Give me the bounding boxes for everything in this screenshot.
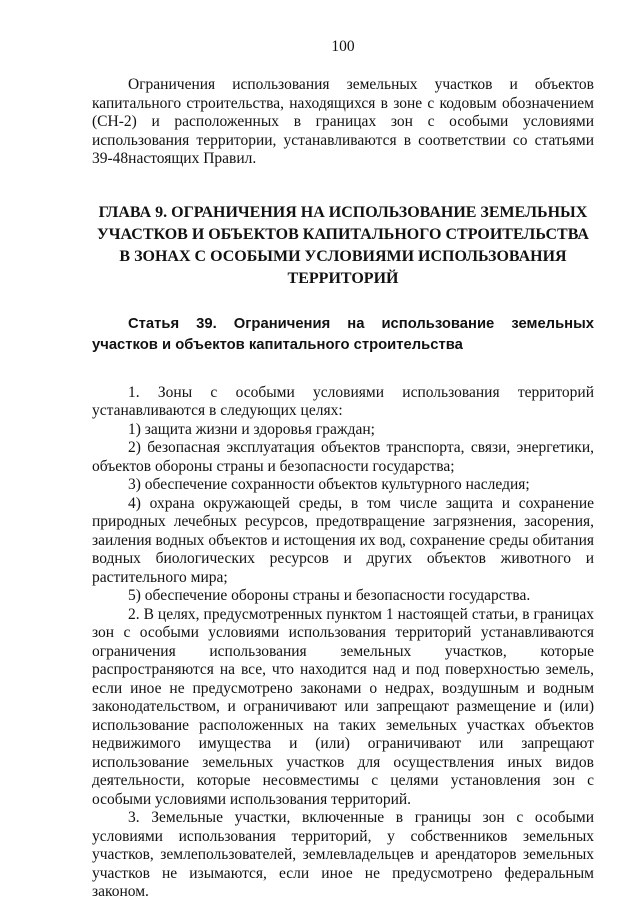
paragraph-3: 3. Земельные участки, включенные в границы зон с особыми условиями использования территорий, у собственников земельных участков, землепользователей, землевладельцев и арендаторов земельных участков не изымаются, если иное не предусмотрено федеральным законом.	[92, 809, 594, 900]
article-heading: Статья 39. Ограничения на использование земельных участков и объектов капитального строительства	[92, 315, 594, 353]
list-item-3: 3) обеспечение сохранности объектов культурного наследия;	[128, 476, 530, 493]
intro-paragraph: Ограничения использования земельных участков и объектов капитального строительства, находящихся в зоне с кодовым обозначением (СН-2) и расположенных в границах зон с особыми условиями использования территории, устанавливаются в соответствии со статьями 39-48настоящих Правил.	[92, 76, 594, 167]
paragraph-2: 2. В целях, предусмотренных пунктом 1 настоящей статьи, в границах зон с особыми условиями использования территорий устанавливаются ограничения использования земельных участков, которые распространяются на все, что находится над и под поверхностью земель, если иное не предусмотрено законами о недрах, воздушным и водным законодательством, и ограничивают или запрещают размещение и (или) использование расположенных на таких земельных участках объектов недвижимого имущества и (или) ограничивают или запрещают использование земельных участков для осуществления иных видов деятельности, которые несовместимы с целями установления зон с особыми условиями использования территорий.	[92, 605, 594, 808]
article-body	[92, 384, 594, 902]
page-number: 100	[331, 38, 355, 55]
chapter-heading: ГЛАВА 9. ОГРАНИЧЕНИЯ НА ИСПОЛЬЗОВАНИЕ ЗЕМЕЛЬНЫХ УЧАСТКОВ И ОБЪЕКТОВ КАПИТАЛЬНОГО СТРОИТЕЛЬСТВА В ЗОНАХ С ОСОБЫМИ УСЛОВИЯМИ ИСПОЛЬЗОВАНИЯ ТЕРРИТОРИЙ	[97, 203, 589, 287]
list-item-4: 4) охрана окружающей среды, в том числе защита и сохранение природных лечебных ресурсов, предотвращение загрязнения, засорения, заиления водных объектов и истощения их вод, сохранение среды обитания водных биологических ресурсов и других объектов животного и растительного мира;	[92, 494, 594, 586]
document-page	[92, 38, 594, 902]
list-item-2: 2) безопасная эксплуатация объектов транспорта, связи, энергетики, объектов обороны страны и безопасности государства;	[92, 439, 594, 475]
paragraph-1: 1. Зоны с особыми условиями использования территорий устанавливаются в следующих целях:	[92, 383, 594, 419]
list-item-1: 1) защита жизни и здоровья граждан;	[128, 420, 375, 438]
list-item-5: 5) обеспечение обороны страны и безопасности государства.	[128, 587, 531, 604]
